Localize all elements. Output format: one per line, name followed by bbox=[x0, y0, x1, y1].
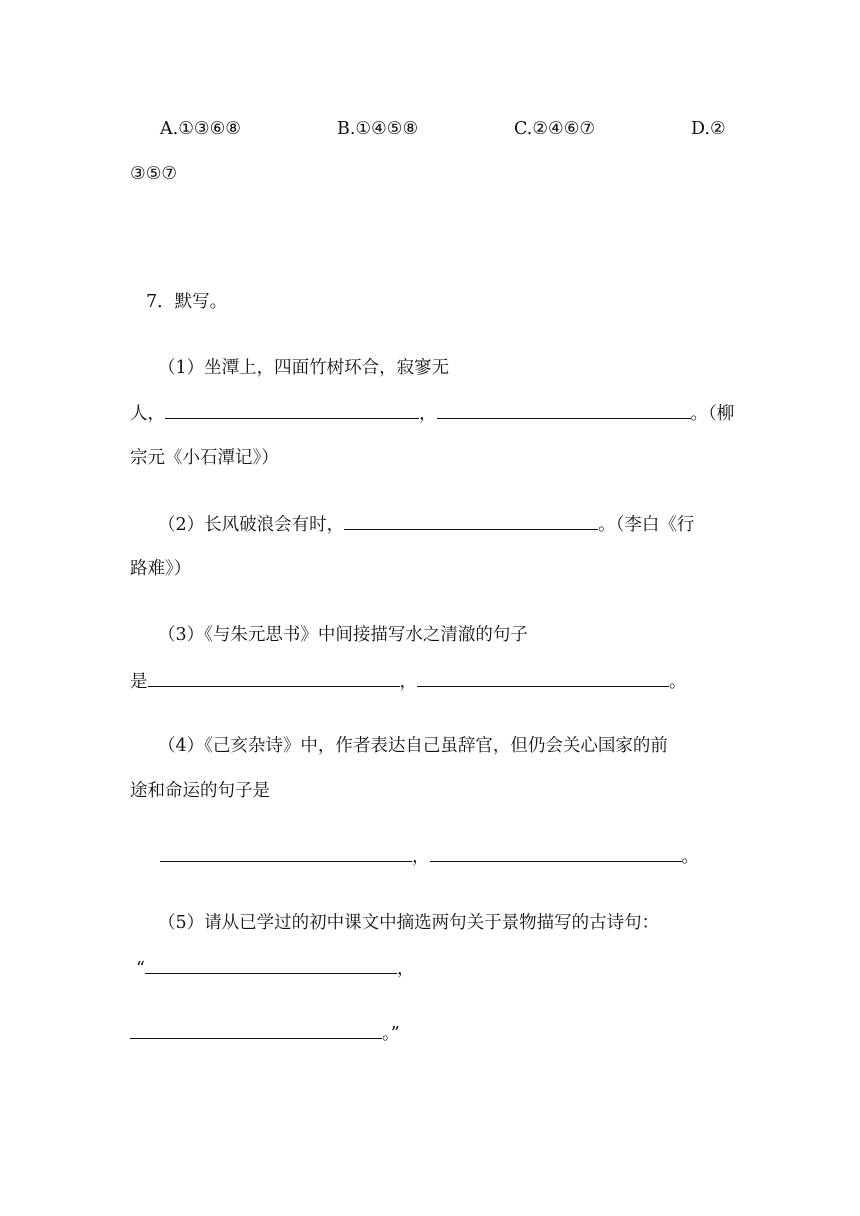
q5-open-quote: “ bbox=[136, 959, 145, 979]
q5-answer-line-1 bbox=[136, 955, 414, 982]
question-title: 7．默写。 bbox=[146, 292, 228, 312]
q4-answer-line bbox=[160, 843, 699, 870]
q5-close: 。” bbox=[382, 1024, 400, 1044]
q1-answer-line bbox=[130, 400, 734, 427]
q4-text: （4）《己亥杂诗》中，作者表达自己虽辞官，但仍会关心国家的前 bbox=[158, 736, 668, 756]
option-d: D.② bbox=[691, 119, 726, 139]
q4-blank-2[interactable] bbox=[430, 843, 682, 862]
q5-comma: ， bbox=[396, 959, 415, 979]
q1-comma: ， bbox=[419, 404, 437, 424]
option-a: A.①③⑥⑧ bbox=[160, 119, 241, 139]
q4-comma: ， bbox=[412, 847, 430, 867]
q3-blank-1[interactable] bbox=[148, 668, 400, 687]
q1-suffix: 。（柳 bbox=[690, 404, 735, 424]
q3-blank-2[interactable] bbox=[417, 668, 669, 687]
q2-answer-line bbox=[158, 511, 694, 538]
option-b: B.①④⑤⑧ bbox=[337, 119, 419, 139]
q5-answer-line-2 bbox=[130, 1020, 400, 1047]
q4-text-continued: 途和命运的句子是 bbox=[130, 781, 270, 801]
q4-suffix: 。 bbox=[681, 847, 699, 867]
q2-blank[interactable] bbox=[344, 511, 598, 530]
option-d-continued: ③⑤⑦ bbox=[130, 164, 178, 184]
q2-text: （2）长风破浪会有时， bbox=[158, 515, 345, 535]
q3-prefix: 是 bbox=[130, 672, 148, 692]
q1-source: 宗元《小石潭记》） bbox=[130, 448, 279, 468]
q1-prefix: 人， bbox=[130, 404, 165, 424]
q3-suffix: 。 bbox=[669, 672, 687, 692]
q5-blank-2[interactable] bbox=[130, 1020, 382, 1039]
q5-text: （5）请从已学过的初中课文中摘选两句关于景物描写的古诗句： bbox=[158, 913, 660, 933]
q3-answer-line bbox=[130, 668, 687, 695]
q2-suffix: 。（李白《行 bbox=[598, 515, 695, 535]
q5-blank-1[interactable] bbox=[145, 955, 397, 974]
q3-comma: ， bbox=[399, 672, 417, 692]
q4-blank-1[interactable] bbox=[160, 843, 412, 862]
q1-blank-2[interactable] bbox=[437, 400, 691, 419]
q3-text: （3）《与朱元思书》中间接描写水之清澈的句子 bbox=[158, 625, 528, 645]
option-c: C.②④⑥⑦ bbox=[514, 119, 596, 139]
q1-blank-1[interactable] bbox=[165, 400, 419, 419]
q2-source: 路难》） bbox=[130, 559, 192, 579]
q1-text: （1）坐潭上，四面竹树环合，寂寥无 bbox=[158, 358, 450, 378]
